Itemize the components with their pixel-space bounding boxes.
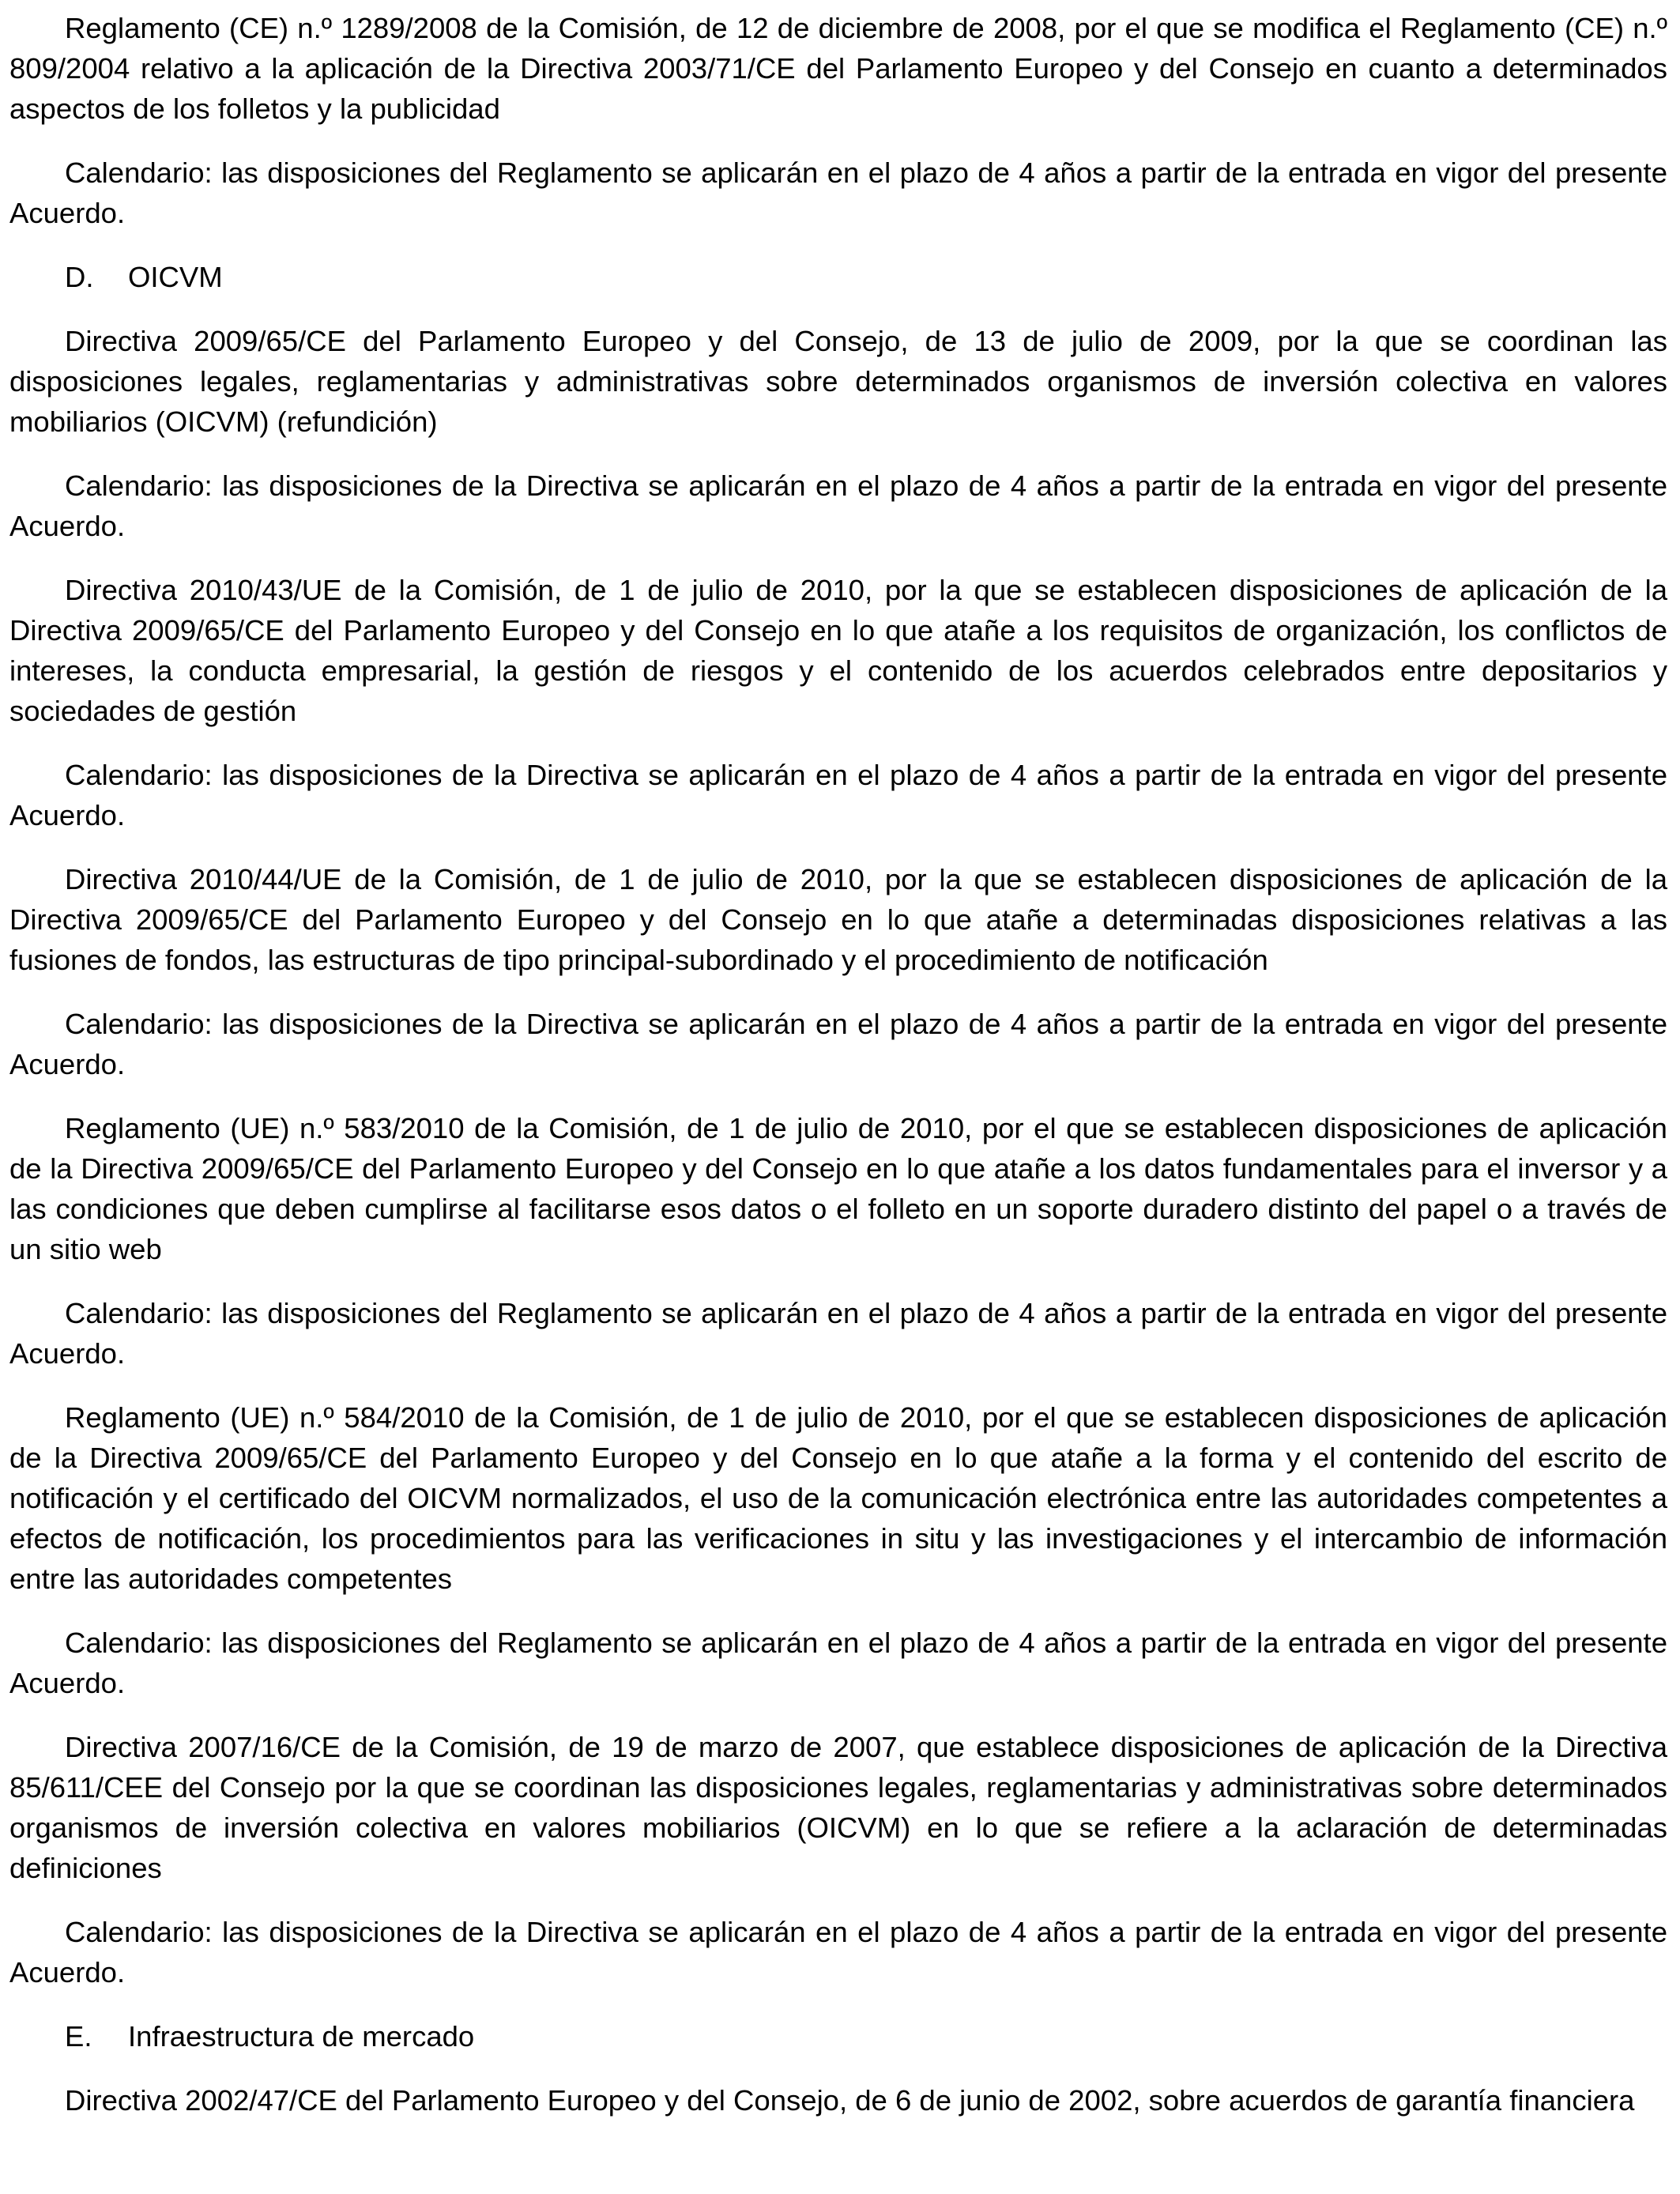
document-page bbox=[9, 0, 1667, 2144]
paragraph-calendar: Calendario: las disposiciones de la Directiva se aplicarán en el plazo de 4 años a partir de la entrada en vigor del presente Acuerdo. bbox=[9, 1916, 1667, 1989]
paragraph-directive-2010-44: Directiva 2010/44/UE de la Comisión, de 1 de julio de 2010, por la que se establecen disposiciones de aplicación de la Directiva 2009/65/CE del Parlamento Europeo y del Consejo en lo que atañe a determinadas disposiciones relativas a las fusiones de fondos, las estructuras de tipo principal-subordinado y el procedimiento de notificación bbox=[9, 863, 1667, 976]
section-title: Infraestructura de mercado bbox=[128, 2020, 475, 2053]
paragraph-calendar: Calendario: las disposiciones del Reglamento se aplicarán en el plazo de 4 años a partir de la entrada en vigor del presente Acuerdo. bbox=[9, 1297, 1667, 1370]
paragraph-regulation-584-2010: Reglamento (UE) n.º 584/2010 de la Comisión, de 1 de julio de 2010, por el que se establecen disposiciones de aplicación de la Directiva 2009/65/CE del Parlamento Europeo y del Consejo en lo que atañe a la forma y el contenido del escrito de notificación y el certificado del OICVM normalizados, el uso de la comunicación electrónica entre las autoridades competentes a efectos de notificación, los procedimientos para las verificaciones in situ y las investigaciones y el intercambio de información entre las autoridades competentes bbox=[9, 1401, 1667, 1595]
paragraph-calendar: Calendario: las disposiciones del Reglamento se aplicarán en el plazo de 4 años a partir de la entrada en vigor del presente Acuerdo. bbox=[9, 1627, 1667, 1699]
section-heading-e bbox=[9, 2016, 1667, 2056]
paragraph-calendar: Calendario: las disposiciones de la Directiva se aplicarán en el plazo de 4 años a partir de la entrada en vigor del presente Acuerdo. bbox=[9, 759, 1667, 831]
paragraph-directive-2002-47: Directiva 2002/47/CE del Parlamento Europeo y del Consejo, de 6 de junio de 2002, sobre acuerdos de garantía financiera bbox=[65, 2084, 1635, 2117]
paragraph-regulation-583-2010: Reglamento (UE) n.º 583/2010 de la Comisión, de 1 de julio de 2010, por el que se establecen disposiciones de aplicación de la Directiva 2009/65/CE del Parlamento Europeo y del Consejo en lo que atañe a los datos fundamentales para el inversor y a las condiciones que deben cumplirse al facilitarse esos datos o el folleto en un soporte duradero distinto del papel o a través de un sitio web bbox=[9, 1112, 1667, 1265]
section-letter: D. bbox=[65, 261, 94, 293]
paragraph-calendar: Calendario: las disposiciones de la Directiva se aplicarán en el plazo de 4 años a partir de la entrada en vigor del presente Acuerdo. bbox=[9, 469, 1667, 542]
paragraph-directive-2007-16: Directiva 2007/16/CE de la Comisión, de 19 de marzo de 2007, que establece disposiciones de aplicación de la Directiva 85/611/CEE del Consejo por la que se coordinan las disposiciones legales, reglamentarias y administrativas sobre determinados organismos de inversión colectiva en valores mobiliarios (OICVM) en lo que se refiere a la aclaración de determinadas definiciones bbox=[9, 1731, 1667, 1884]
paragraph-regulation-1289-2008: Reglamento (CE) n.º 1289/2008 de la Comisión, de 12 de diciembre de 2008, por el que se modifica el Reglamento (CE) n.º 809/2004 relativo a la aplicación de la Directiva 2003/71/CE del Parlamento Europeo y del Consejo en cuanto a determinados aspectos de los folletos y la publicidad bbox=[9, 12, 1667, 125]
paragraph-calendar: Calendario: las disposiciones del Reglamento se aplicarán en el plazo de 4 años a partir de la entrada en vigor del presente Acuerdo. bbox=[9, 156, 1667, 229]
section-title: OICVM bbox=[128, 261, 223, 293]
paragraph-directive-2010-43: Directiva 2010/43/UE de la Comisión, de 1 de julio de 2010, por la que se establecen disposiciones de aplicación de la Directiva 2009/65/CE del Parlamento Europeo y del Consejo en lo que atañe a los requisitos de organización, los conflictos de intereses, la conducta empresarial, la gestión de riesgos y el contenido de los acuerdos celebrados entre depositarios y sociedades de gestión bbox=[9, 574, 1667, 727]
paragraph-calendar: Calendario: las disposiciones de la Directiva se aplicarán en el plazo de 4 años a partir de la entrada en vigor del presente Acuerdo. bbox=[9, 1008, 1667, 1080]
section-heading-d bbox=[9, 257, 1667, 297]
paragraph-directive-2009-65: Directiva 2009/65/CE del Parlamento Europeo y del Consejo, de 13 de julio de 2009, por la que se coordinan las disposiciones legales, reglamentarias y administrativas sobre determinados organismos de inversión colectiva en valores mobiliarios (OICVM) (refundición) bbox=[9, 325, 1667, 438]
section-letter: E. bbox=[65, 2020, 92, 2053]
